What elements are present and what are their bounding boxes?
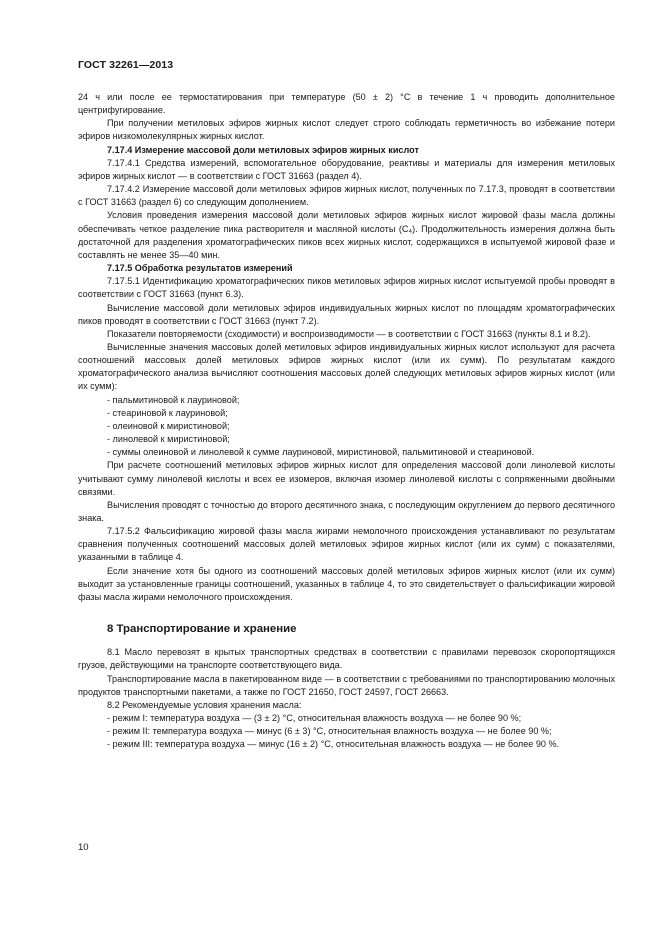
document-header: ГОСТ 32261—2013 (78, 59, 174, 71)
document-body (78, 91, 615, 752)
paragraph: Условия проведения измерения массовой доли метиловых эфиров жирных кислот жировой фазы масла должны обеспечивать четкое разделение пика растворителя и масляной кислоты (C₄). Продолжительность измерения должна быть достаточной для разделения хроматографических пиков всех жирных кислот, содержащихся в испытуемой жировой фазе и составлять не менее 35—40 мин. (78, 210, 615, 260)
paragraph: - суммы олеиновой и линолевой к сумме лауриновой, миристиновой, пальмитиновой и стеариновой. (107, 447, 535, 458)
paragraph: При расчете соотношений метиловых эфиров жирных кислот для определения массовой доли линолевой кислоты учитывают сумму линолевой кислоты и всех ее изомеров, включая изомер линолевой кислоты с сопряженными двойными связями. (78, 460, 615, 497)
paragraph: 8.1 Масло перевозят в крытых транспортных средствах в соответствии с правилами перевозок скоропортящихся грузов, действующими на транспорте соответствующего вида. (78, 647, 615, 671)
subsection-heading: 7.17.4 Измерение массовой доли метиловых эфиров жирных кислот (107, 144, 419, 155)
paragraph: 8.2 Рекомендуемые условия хранения масла: (107, 699, 302, 710)
paragraph: Вычисления проводят с точностью до второго десятичного знака, с последующим округлением до первого десятичного знака. (78, 499, 615, 523)
paragraph: 7.17.5.1 Идентификацию хроматографических пиков метиловых эфиров жирных кислот испытуемой пробы проводят в соответствии с ГОСТ 31663 (пункт 6.3). (78, 276, 615, 300)
paragraph: 7.17.4.1 Средства измерений, вспомогательное оборудование, реактивы и материалы для измерения метиловых эфиров жирных кислот — в соответствии с ГОСТ 31663 (раздел 4). (78, 157, 615, 181)
paragraph: Если значение хотя бы одного из соотношений массовых долей метиловых эфиров жирных кислот (или их сумм) выходит за установленные границы соотношений, указанных в таблице 4, то это свидетельствует о фальсификации жировой фазы масла жирами немолочного происхождения. (78, 565, 615, 602)
paragraph: 7.17.5.2 Фальсификацию жировой фазы масла жирами немолочного происхождения устанавливают по результатам сравнения полученных соотношений массовых долей метиловых эфиров жирных кислот (или их сумм) с показателями, указанными в таблице 4. (78, 526, 615, 563)
subsection-heading: 7.17.5 Обработка результатов измерений (107, 263, 293, 274)
page-number: 10 (78, 842, 89, 853)
list-item: - олеиновой к миристиновой; (107, 420, 230, 431)
list-item: - стеариновой к лауриновой; (107, 407, 228, 418)
list-item: - пальмитиновой к лауриновой; (107, 394, 240, 405)
paragraph: - режим III: температура воздуха — минус (16 ± 2) °С, относительная влажность воздуха — не более 90 %. (107, 739, 560, 750)
paragraph: 7.17.4.2 Измерение массовой доли метиловых эфиров жирных кислот, полученных по 7.17.3, проводят в соответствии с ГОСТ 31663 (раздел 6) со следующим дополнением. (78, 184, 615, 208)
paragraph: - режим II: температура воздуха — минус (6 ± 3) °С, относительная влажность воздуха — не более 90 %; (107, 726, 552, 737)
list-item: - линолевой к миристиновой; (107, 434, 230, 445)
paragraph: Вычисленные значения массовых долей метиловых эфиров индивидуальных жирных кислот используют для расчета соотношений массовых долей метиловых эфиров жирных кислот (или их сумм). По результатам каждого хроматографического анализа вычисляют соотношения массовых долей следующих метиловых эфиров жирных кислот (или их сумм): (78, 341, 615, 392)
paragraph: Транспортирование масла в пакетированном виде — в соответствии с требованиями по транспортированию молочных продуктов транспортными пакетами, а также по ГОСТ 21650, ГОСТ 24597, ГОСТ 26663. (78, 673, 615, 697)
paragraph: 24 ч или после ее термостатирования при температуре (50 ± 2) °С в течение 1 ч проводить дополнительное центрифугирование. (78, 92, 615, 116)
section-heading: 8 Транспортирование и хранение (107, 623, 297, 636)
paragraph: Вычисление массовой доли метиловых эфиров индивидуальных жирных кислот по площадям хроматографических пиков проводят в соответствии с ГОСТ 31663 (пункт 7.2). (78, 302, 615, 326)
paragraph: - режим I: температура воздуха — (3 ± 2) °С, относительная влажность воздуха — не более 90 %; (107, 713, 522, 724)
paragraph: Показатели повторяемости (сходимости) и воспроизводимости — в соответствии с ГОСТ 31663 (пункты 8.1 и 8.2). (107, 328, 591, 339)
paragraph: При получении метиловых эфиров жирных кислот следует строго соблюдать герметичность во избежание потери эфиров низкомолекулярных жирных кислот. (78, 118, 615, 142)
